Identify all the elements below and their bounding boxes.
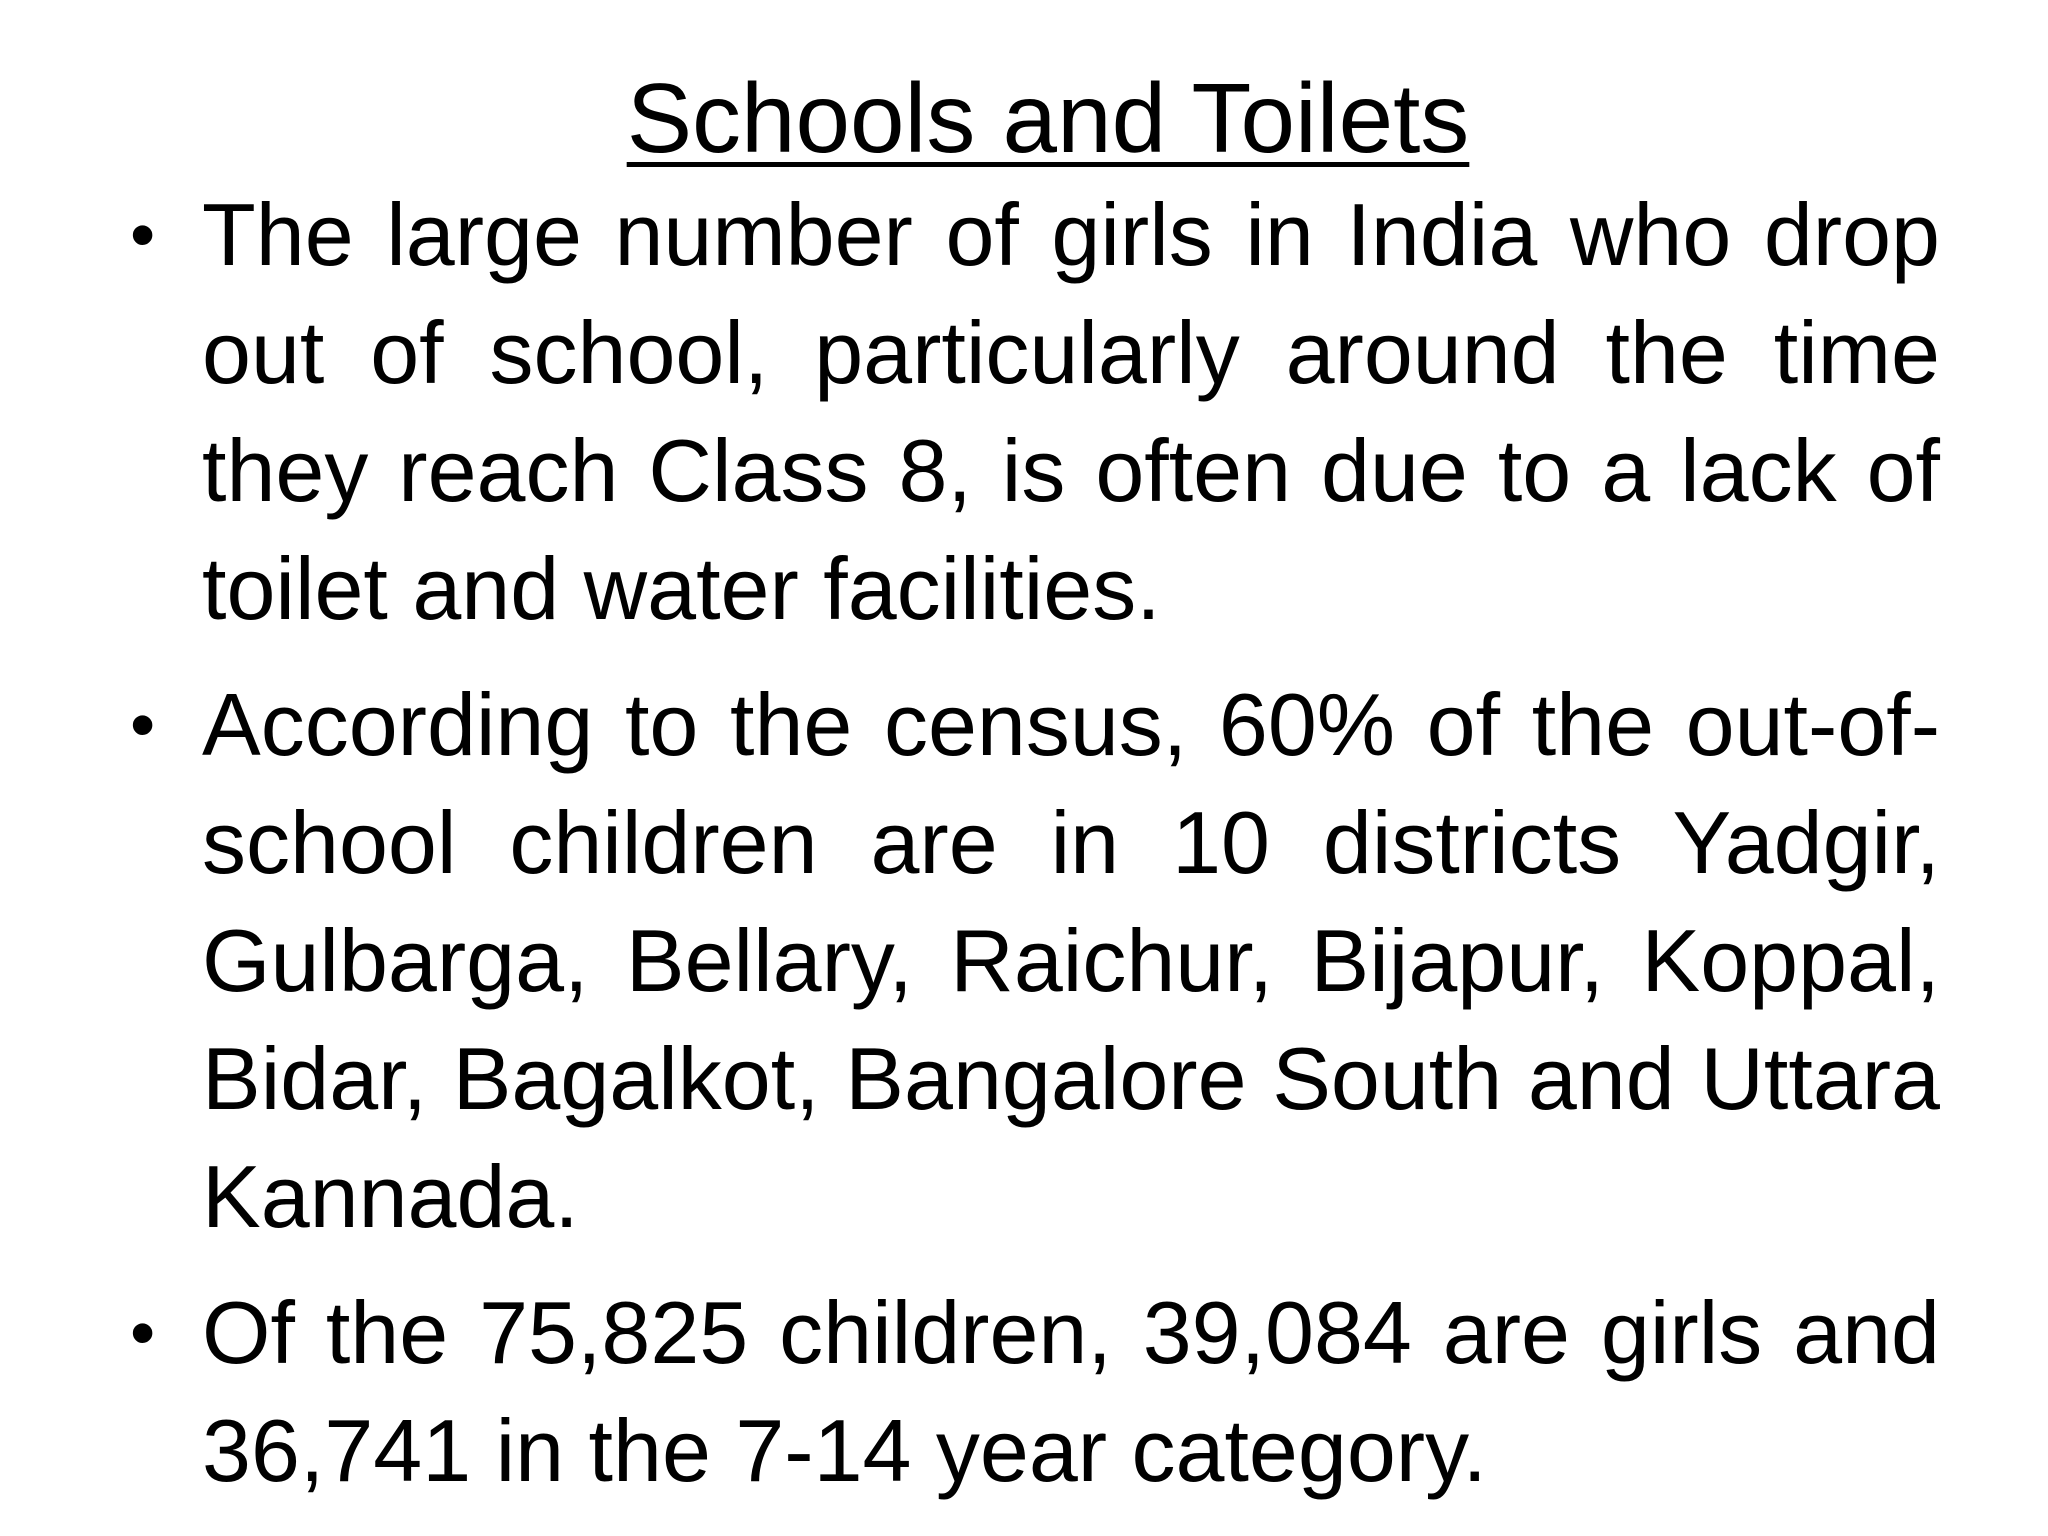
bullet-marker-icon: • bbox=[130, 685, 156, 765]
bullet-marker-icon: • bbox=[130, 195, 156, 275]
slide-title bbox=[0, 58, 2048, 178]
bullet-item-1 bbox=[120, 176, 1940, 648]
bullet-text-2: According to the census, 60% of the out-of-school children are in 10 districts Yadgir, Gulbarga, Bellary, Raichur, Bijapur, Koppal, Bidar, Bagalkot, Bangalore South and Uttara Kannada. bbox=[202, 675, 1940, 1246]
bullet-list bbox=[120, 176, 1940, 1510]
slide-title-text: Schools and Toilets bbox=[626, 63, 1470, 173]
bullet-marker-icon: • bbox=[130, 1293, 156, 1373]
bullet-text-3: Of the 75,825 children, 39,084 are girls and 36,741 in the 7-14 year category. bbox=[202, 1283, 1940, 1500]
bullet-text-1: The large number of girls in India who drop out of school, particularly around the time they reach Class 8, is often due to a lack of toilet and water facilities. bbox=[202, 185, 1940, 638]
bullet-item-3 bbox=[120, 1274, 1940, 1510]
bullet-item-2 bbox=[120, 666, 1940, 1256]
